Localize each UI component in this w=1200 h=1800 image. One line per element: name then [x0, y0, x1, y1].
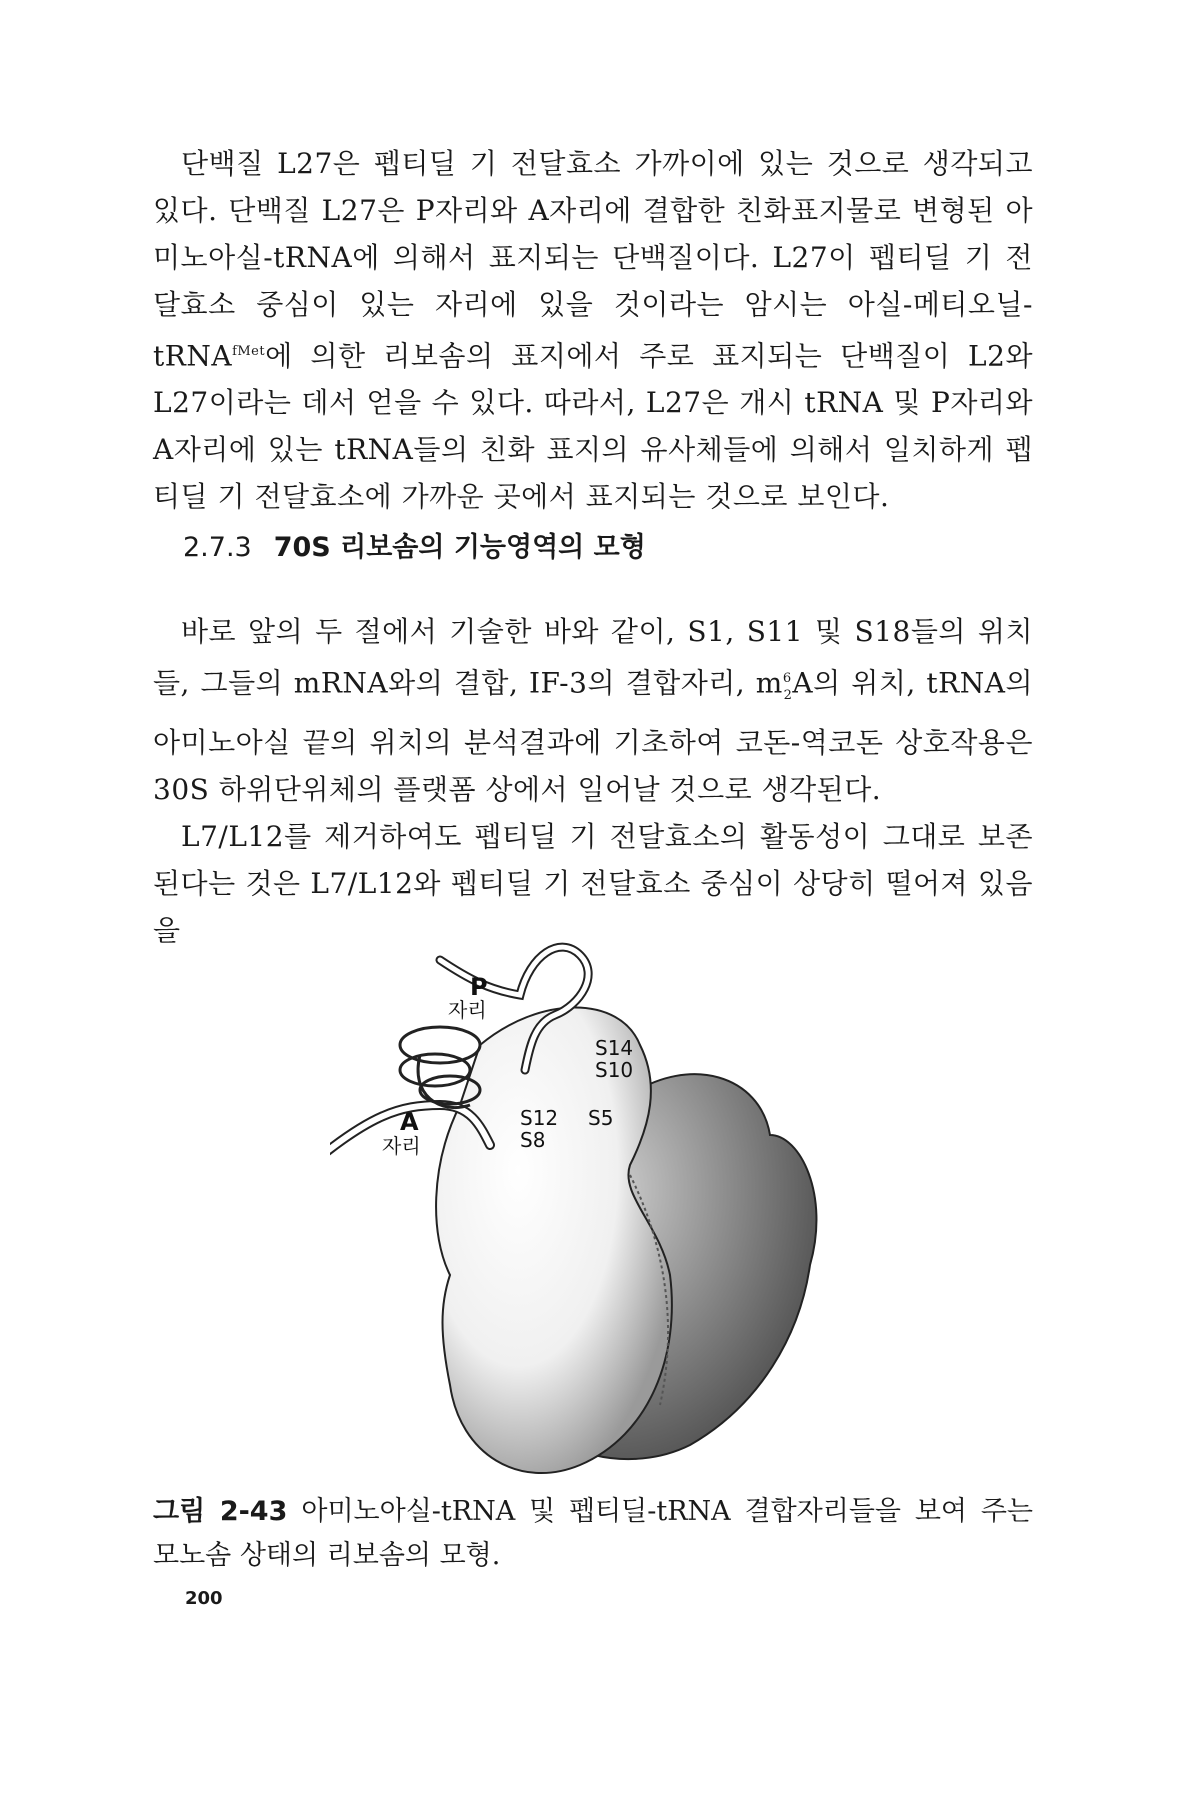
superscript-fmet: fMet: [232, 344, 266, 359]
paragraph-codon: [153, 608, 1033, 954]
paragraph-codon-text: 바로 앞의 두 절에서 기술한 바와 같이, S1, S11 및 S18들의 위치들, 그들의 mRNA와의 결합, IF-3의 결합자리, $m^6_2A$의 위치, tRNA의 아미노아실 끝의 위치의 분석결과에 기초하여 코돈-역코돈 상호작용은 30S 하위단위체의 플랫폼 상에서 일어날 것으로 생각된다.: [153, 615, 1033, 806]
ribosome-figure: [330, 935, 1030, 1480]
label-s10: S10: [595, 1058, 634, 1082]
label-p-word: 자리: [448, 998, 487, 1022]
page-number: 200: [185, 1588, 223, 1609]
label-p: P: [470, 973, 488, 1001]
label-s14: S14: [595, 1036, 634, 1060]
paragraph-l7-text: L7/L12를 제거하여도 펩티딜 기 전달효소의 활동성이 그대로 보존된다는 것은 L7/L12와 펩티딜 기 전달효소 중심이 상당히 떨어져 있음을: [153, 819, 1033, 947]
label-s8: S8: [520, 1128, 546, 1152]
ribosome-illustration: [330, 935, 1030, 1480]
label-a: A: [400, 1108, 419, 1136]
figure-id: 그림 2-43: [153, 1496, 288, 1527]
section-title: 70S 리보솜의 기능영역의 모형: [273, 532, 646, 563]
section-heading: [183, 528, 646, 568]
label-s12: S12: [520, 1106, 559, 1130]
small-subunit-shape: [436, 1008, 672, 1474]
label-a-word: 자리: [382, 1134, 421, 1158]
caption-text: 아미노아실-tRNA 및 펩티딜-tRNA 결합자리들을 보여 주는 모노솜 상태의 리보솜의 모형.: [153, 1496, 1033, 1571]
label-s5: S5: [588, 1106, 614, 1130]
paragraph-l27: [153, 140, 1033, 520]
paragraph-l27-text: 단백질 L27은 펩티딜 기 전달효소 가까이에 있는 것으로 생각되고 있다. 단백질 L27은 P자리와 A자리에 결합한 친화표지물로 변형된 아미노아실-tRNA에 의해서 표지되는 단백질이다. L27이 펩티딜 기 전달효소 중심이 있는 자리에 있을 것이라는 암시는 아실-메티오닐-tRNA$^{fMet}$에 의한 리보솜의 표지에서 주로 표지되는 단백질이 L2와 L27이라는 데서 얻을 수 있다. 따라서, L27은 개시 tRNA 및 P자리와 A자리에 있는 tRNA들의 친화 표지의 유사체들에 의해서 일치하게 펩티딜 기 전달효소에 가까운 곳에서 표지되는 것으로 보인다.: [153, 147, 1033, 514]
section-number: 2.7.3: [183, 532, 252, 563]
figure-caption: [153, 1490, 1033, 1578]
